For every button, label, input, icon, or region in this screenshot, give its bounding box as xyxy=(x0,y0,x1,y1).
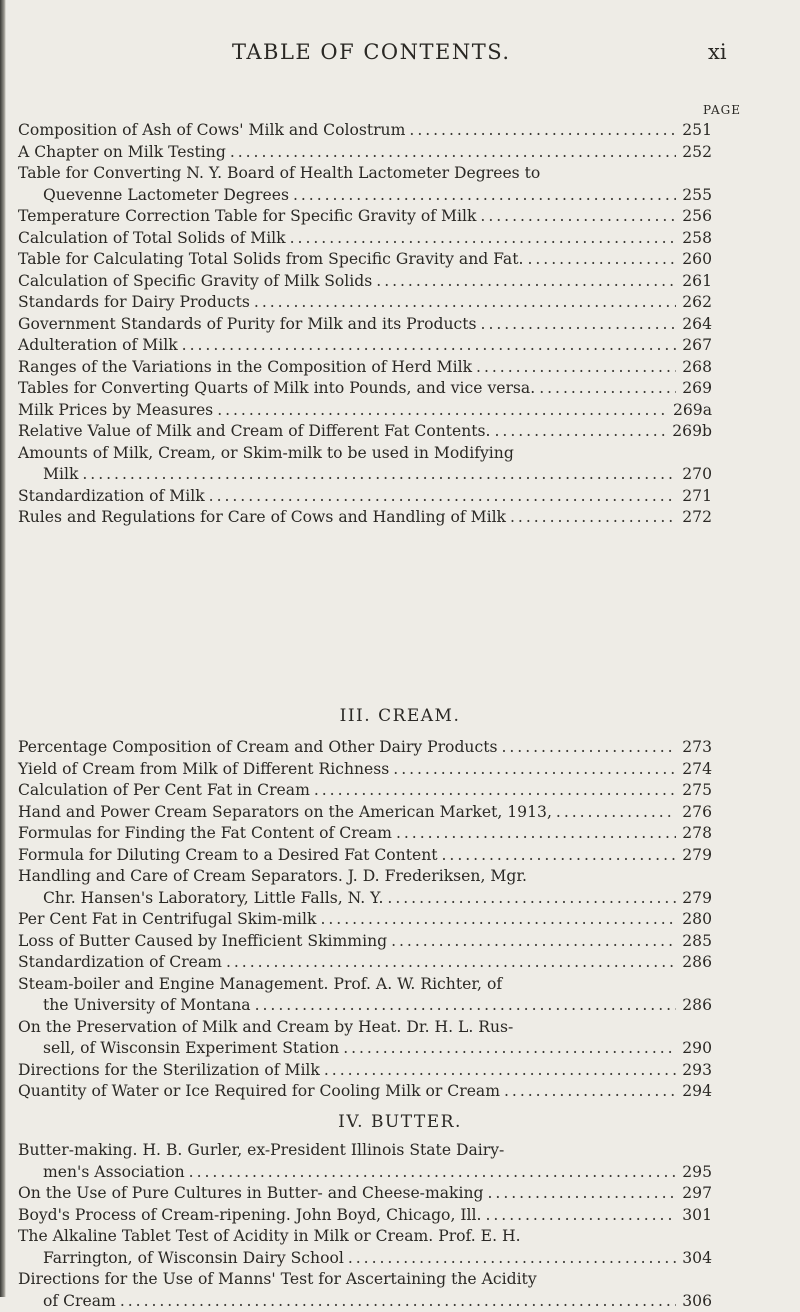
toc-entry-text: On the Preservation of Milk and Cream by Heat. Dr. H. L. Rus- xyxy=(18,1017,712,1039)
toc-entry-text: Adulteration of Milk xyxy=(18,335,178,357)
toc-entry-page: 293 xyxy=(680,1060,712,1082)
dot-leader xyxy=(290,228,676,250)
toc-entry-page: 286 xyxy=(680,995,712,1017)
toc-entry-page: 278 xyxy=(680,823,712,845)
section-heading-butter: IV. BUTTER. xyxy=(0,1112,800,1132)
toc-entry xyxy=(18,1060,712,1082)
toc-entry xyxy=(18,737,712,759)
toc-entry-text: Loss of Butter Caused by Inefficient Skimming xyxy=(18,931,387,953)
toc-entry-text: Steam-boiler and Engine Management. Prof. A. W. Richter, of xyxy=(18,974,712,996)
toc-entry-text: sell, of Wisconsin Experiment Station xyxy=(43,1038,339,1060)
dot-leader xyxy=(501,737,676,759)
toc-entry-text: Directions for the Sterilization of Milk xyxy=(18,1060,320,1082)
toc-entry-page: 251 xyxy=(680,120,712,142)
toc-entry xyxy=(18,335,712,357)
toc-entry-page: 276 xyxy=(680,802,712,824)
butter-entries-list xyxy=(0,1140,800,1312)
toc-entry-text: Milk xyxy=(43,464,78,486)
toc-entry-text: Quantity of Water or Ice Required for Cooling Milk or Cream xyxy=(18,1081,500,1103)
toc-entry-text: Standardization of Cream xyxy=(18,952,222,974)
toc-entry xyxy=(18,142,712,164)
dot-leader xyxy=(189,1162,676,1184)
dot-leader xyxy=(348,1248,676,1270)
toc-entry xyxy=(18,823,712,845)
toc-entry-text: Government Standards of Purity for Milk and its Products xyxy=(18,314,477,336)
toc-entry xyxy=(18,507,712,529)
toc-entry-page: 295 xyxy=(680,1162,712,1184)
toc-entry xyxy=(18,443,712,486)
dot-leader xyxy=(226,952,676,974)
toc-entry-page: 258 xyxy=(680,228,712,250)
toc-entry xyxy=(18,952,712,974)
toc-entry xyxy=(18,1205,712,1227)
dot-leader xyxy=(387,888,676,910)
dot-leader xyxy=(409,120,676,142)
dot-leader xyxy=(480,206,676,228)
toc-entry-page: 285 xyxy=(680,931,712,953)
toc-entry-page: 279 xyxy=(680,845,712,867)
toc-entry xyxy=(18,1226,712,1269)
toc-entry xyxy=(18,292,712,314)
dot-leader xyxy=(527,249,676,271)
milk-entries-list xyxy=(0,120,800,529)
dot-leader xyxy=(182,335,676,357)
dot-leader xyxy=(396,823,676,845)
toc-entry-page: 290 xyxy=(680,1038,712,1060)
toc-entry xyxy=(18,931,712,953)
toc-entry-text: Calculation of Specific Gravity of Milk Solids xyxy=(18,271,372,293)
toc-entry-page: 261 xyxy=(680,271,712,293)
toc-entry xyxy=(18,1140,712,1183)
dot-leader xyxy=(324,1060,676,1082)
dot-leader xyxy=(539,378,676,400)
toc-entry-text: Yield of Cream from Milk of Different Richness xyxy=(18,759,389,781)
toc-entry-text: Calculation of Total Solids of Milk xyxy=(18,228,286,250)
toc-entry-text: Formulas for Finding the Fat Content of Cream xyxy=(18,823,392,845)
toc-entry-text: Handling and Care of Cream Separators. J. D. Frederiksen, Mgr. xyxy=(18,866,712,888)
toc-entry-text: A Chapter on Milk Testing xyxy=(18,142,226,164)
running-head xyxy=(0,40,800,70)
toc-entry xyxy=(18,1017,712,1060)
toc-entry-page: 269 xyxy=(680,378,712,400)
toc-entry-page: 269b xyxy=(672,421,712,443)
toc-entry xyxy=(18,271,712,293)
toc-entry xyxy=(18,974,712,1017)
dot-leader xyxy=(82,464,676,486)
toc-entry-text: Ranges of the Variations in the Composition of Herd Milk xyxy=(18,357,472,379)
toc-entry-page: 280 xyxy=(680,909,712,931)
dot-leader xyxy=(481,314,676,336)
toc-entry-text: Temperature Correction Table for Specific Gravity of Milk xyxy=(18,206,476,228)
toc-entry xyxy=(18,486,712,508)
toc-entry-text: Directions for the Use of Manns' Test for Ascertaining the Acidity xyxy=(18,1269,712,1291)
dot-leader xyxy=(442,845,676,867)
dot-leader xyxy=(391,931,676,953)
toc-entry-text: Chr. Hansen's Laboratory, Little Falls, N. Y. xyxy=(43,888,383,910)
dot-leader xyxy=(476,357,676,379)
toc-entry xyxy=(18,228,712,250)
dot-leader xyxy=(343,1038,676,1060)
toc-entry-page: 267 xyxy=(680,335,712,357)
dot-leader xyxy=(488,1183,677,1205)
dot-leader xyxy=(120,1291,676,1312)
dot-leader xyxy=(504,1081,676,1103)
toc-entry-page: 270 xyxy=(680,464,712,486)
toc-entry-page: 269a xyxy=(673,400,712,422)
dot-leader xyxy=(209,486,676,508)
toc-entry xyxy=(18,802,712,824)
dot-leader xyxy=(393,759,676,781)
dot-leader xyxy=(556,802,676,824)
toc-entry-text: Formula for Diluting Cream to a Desired Fat Content xyxy=(18,845,438,867)
dot-leader xyxy=(230,142,676,164)
toc-entry-page: 301 xyxy=(680,1205,712,1227)
toc-entry xyxy=(18,421,712,443)
dot-leader xyxy=(314,780,676,802)
dot-leader xyxy=(510,507,676,529)
page-column-label: PAGE xyxy=(703,103,741,117)
dot-leader xyxy=(320,909,676,931)
toc-entry-text: the University of Montana xyxy=(43,995,251,1017)
toc-entry xyxy=(18,780,712,802)
toc-entry-text: Table for Calculating Total Solids from Specific Gravity and Fat. xyxy=(18,249,523,271)
toc-entry-text: Farrington, of Wisconsin Dairy School xyxy=(43,1248,344,1270)
toc-entry-text: Boyd's Process of Cream-ripening. John Boyd, Chicago, Ill. xyxy=(18,1205,481,1227)
toc-entry-page: 273 xyxy=(680,737,712,759)
toc-entry-text: Rules and Regulations for Care of Cows and Handling of Milk xyxy=(18,507,506,529)
toc-entry xyxy=(18,249,712,271)
dot-leader xyxy=(376,271,676,293)
toc-entry xyxy=(18,400,712,422)
page-number: xi xyxy=(708,40,727,64)
dot-leader xyxy=(255,995,676,1017)
toc-entry-text: Table for Converting N. Y. Board of Health Lactometer Degrees to xyxy=(18,163,712,185)
dot-leader xyxy=(254,292,676,314)
toc-entry-page: 297 xyxy=(680,1183,712,1205)
toc-entry-text: Standardization of Milk xyxy=(18,486,205,508)
dot-leader xyxy=(217,400,669,422)
dot-leader xyxy=(485,1205,676,1227)
dot-leader xyxy=(293,185,676,207)
toc-entry xyxy=(18,909,712,931)
toc-entry xyxy=(18,357,712,379)
toc-entry xyxy=(18,866,712,909)
toc-entry-text: Butter-making. H. B. Gurler, ex-President Illinois State Dairy- xyxy=(18,1140,712,1162)
toc-entry-page: 306 xyxy=(680,1291,712,1312)
toc-entry-text: Tables for Converting Quarts of Milk into Pounds, and vice versa. xyxy=(18,378,535,400)
toc-entry-page: 255 xyxy=(680,185,712,207)
toc-entry xyxy=(18,206,712,228)
toc-entry-page: 252 xyxy=(680,142,712,164)
toc-entry-text: Hand and Power Cream Separators on the American Market, 1913, xyxy=(18,802,552,824)
toc-entry xyxy=(18,845,712,867)
toc-entry xyxy=(18,1183,712,1205)
toc-entry-page: 256 xyxy=(680,206,712,228)
toc-entry-text: Calculation of Per Cent Fat in Cream xyxy=(18,780,310,802)
toc-entry-page: 271 xyxy=(680,486,712,508)
toc-entry-page: 264 xyxy=(680,314,712,336)
section-heading-cream: III. CREAM. xyxy=(0,706,800,726)
toc-entry-text: of Cream xyxy=(43,1291,116,1312)
toc-entry xyxy=(18,120,712,142)
toc-entry-text: Composition of Ash of Cows' Milk and Colostrum xyxy=(18,120,405,142)
dot-leader xyxy=(495,421,669,443)
toc-entry-text: Relative Value of Milk and Cream of Different Fat Contents. xyxy=(18,421,491,443)
toc-entry-page: 260 xyxy=(680,249,712,271)
toc-entry-text: Per Cent Fat in Centrifugal Skim-milk xyxy=(18,909,316,931)
toc-entry xyxy=(18,1269,712,1312)
toc-entry-text: Standards for Dairy Products xyxy=(18,292,250,314)
toc-entry xyxy=(18,378,712,400)
toc-entry xyxy=(18,1081,712,1103)
toc-entry-text: Amounts of Milk, Cream, or Skim-milk to be used in Modifying xyxy=(18,443,712,465)
toc-entry-page: 294 xyxy=(680,1081,712,1103)
toc-entry-page: 268 xyxy=(680,357,712,379)
toc-entry-page: 262 xyxy=(680,292,712,314)
toc-entry-text: Quevenne Lactometer Degrees xyxy=(43,185,289,207)
toc-entry xyxy=(18,759,712,781)
toc-entry-page: 272 xyxy=(680,507,712,529)
toc-entry xyxy=(18,314,712,336)
toc-entry-page: 274 xyxy=(680,759,712,781)
toc-entry-text: The Alkaline Tablet Test of Acidity in Milk or Cream. Prof. E. H. xyxy=(18,1226,712,1248)
toc-entry-page: 275 xyxy=(680,780,712,802)
toc-entry-text: Percentage Composition of Cream and Other Dairy Products xyxy=(18,737,497,759)
toc-entry-page: 286 xyxy=(680,952,712,974)
cream-entries-list xyxy=(0,737,800,1103)
page-title: TABLE OF CONTENTS. xyxy=(232,40,511,64)
toc-entry xyxy=(18,163,712,206)
toc-entry-text: Milk Prices by Measures xyxy=(18,400,213,422)
toc-entry-page: 304 xyxy=(680,1248,712,1270)
toc-entry-text: On the Use of Pure Cultures in Butter- and Cheese-making xyxy=(18,1183,484,1205)
toc-entry-text: men's Association xyxy=(43,1162,185,1184)
toc-entry-page: 279 xyxy=(680,888,712,910)
